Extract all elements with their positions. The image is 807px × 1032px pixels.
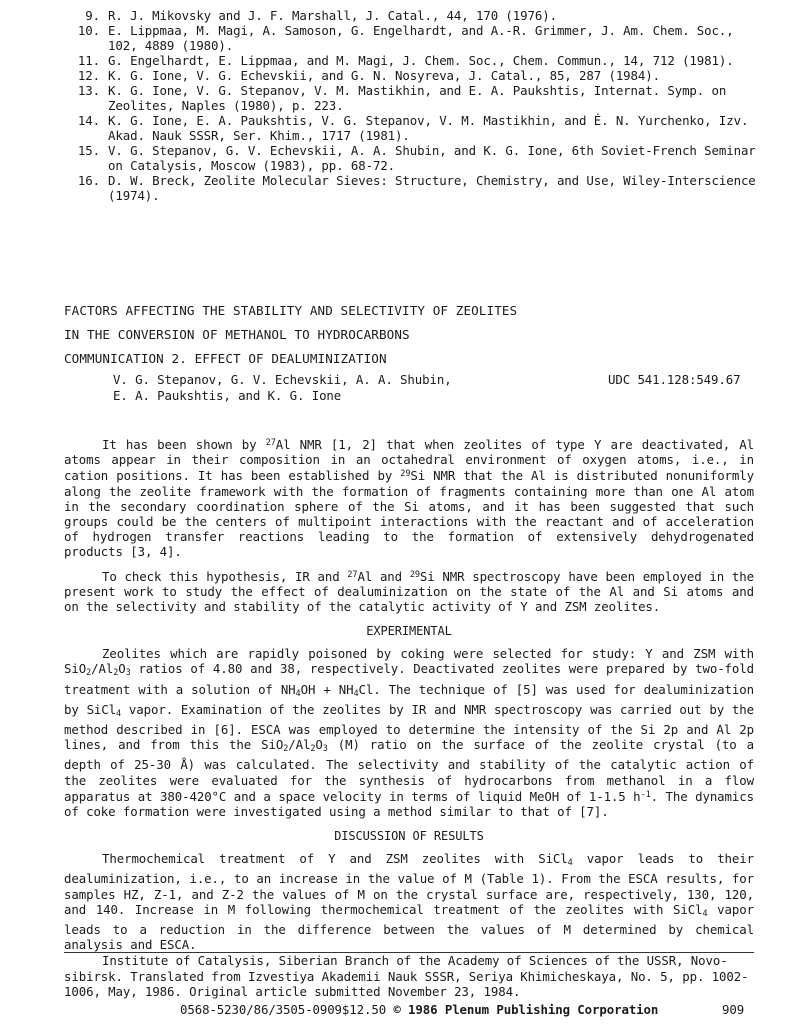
reference-item xyxy=(62,23,762,53)
reference-text: Zeolites, Naples (1980), p. 223. xyxy=(108,98,344,113)
page-footer xyxy=(180,1002,658,1017)
reference-item xyxy=(62,83,762,113)
reference-text: K. G. Ione, V. G. Stepanov, V. M. Mastikhin, and E. A. Paukshtis, Internat. Symp. on xyxy=(108,83,727,98)
affiliation-line: sibirsk. Translated from Izvestiya Akademii Nauk SSSR, Seriya Khimicheskaya, No. 5, pp. 1002- xyxy=(64,968,749,984)
authors-line: E. A. Paukshtis, and K. G. Ione xyxy=(113,388,342,403)
affiliation-footnote xyxy=(64,953,754,999)
reference-text: E. Lippmaa, M. Magi, A. Samoson, G. Engelhardt, and A.-R. Grimmer, J. Am. Chem. Soc., xyxy=(108,23,734,38)
reference-number: 11. xyxy=(77,53,100,68)
page-number: 909 xyxy=(722,1002,745,1017)
reference-text: on Catalysis, Moscow (1983), pp. 68-72. xyxy=(108,158,396,173)
discussion-paragraph: Thermochemical treatment of Y and ZSM zeolites with SiCl$_4$ vapor leads to their dealuminization, i.e., to an increase in the value of M (Table 1). From the ESCA results, for samples HZ, Z-1, and Z-2 the values of M on the crystal surface are, respectively, 130, 120, and 140. Increase in M following thermochemical treatment of the zeolites with SiCl$_4$ vapor leads to a reduction in the difference between the values of M determined by chemical analysis and ESCA. xyxy=(64,851,754,953)
reference-list xyxy=(62,8,762,203)
reference-text: R. J. Mikovsky and J. F. Marshall, J. Catal., 44, 170 (1976). xyxy=(108,8,557,23)
reference-number: 12. xyxy=(77,68,100,83)
reference-number: 9. xyxy=(85,8,100,23)
reference-text: K. G. Ione, E. A. Paukshtis, V. G. Stepanov, V. M. Mastikhin, and É. N. Yurchenko, Izv. xyxy=(108,113,749,128)
reference-number: 16. xyxy=(77,173,100,188)
reference-item xyxy=(62,143,762,173)
reference-text: G. Engelhardt, E. Lippmaa, and M. Magi, J. Chem. Soc., Chem. Commun., 14, 712 (1981). xyxy=(108,53,734,68)
article-title xyxy=(64,299,764,371)
affiliation-line: Institute of Catalysis, Siberian Branch of the Academy of Sciences of the USSR, Novo- xyxy=(102,953,728,969)
title-line: IN THE CONVERSION OF METHANOL TO HYDROCARBONS xyxy=(64,327,410,342)
article-body xyxy=(64,436,754,999)
hypothesis-paragraph: To check this hypothesis, IR and $^{27}$Al and $^{29}$Si NMR spectroscopy have been employed in the present work to study the effect of dealuminization on the state of the Al and Si atoms and on the selectivity and stability of the catalytic activity of Y and ZSM zeolites. xyxy=(64,568,754,615)
udc-code: UDC 541.128:549.67 xyxy=(608,372,741,387)
authors-line: V. G. Stepanov, G. V. Echevskii, A. A. Shubin, xyxy=(113,372,452,387)
reference-number: 13. xyxy=(77,83,100,98)
article-code: 0568-5230/86/3505-0909$12.50 xyxy=(180,1002,387,1017)
reference-number: 15. xyxy=(77,143,100,158)
reference-item xyxy=(62,53,762,68)
title-line: COMMUNICATION 2. EFFECT OF DEALUMINIZATION xyxy=(64,351,387,366)
reference-text: D. W. Breck, Zeolite Molecular Sieves: Structure, Chemistry, and Use, Wiley-Interscience xyxy=(108,173,756,188)
reference-text: K. G. Ione, V. G. Echevskii, and G. N. Nosyreva, J. Catal., 85, 287 (1984). xyxy=(108,68,660,83)
experimental-paragraph: Zeolites which are rapidly poisoned by coking were selected for study: Y and ZSM with $SiO_2/Al_2O_3$ ratios of 4.80 and 38, respectively. Deactivated zeolites were prepared by two-fold treatment with a solution of $NH_4OH + NH_4Cl$. The technique of [5] was used for dealuminization by SiCl$_4$ vapor. Examination of the zeolites by IR and NMR spectroscopy was carried out by the method described in [6]. ESCA was employed to determine the intensity of the Si 2p and Al 2p lines, and from this the $SiO_2/Al_2O_3$ (M) ratio on the surface of the zeolite crystal (to a depth of 25-30 Å) was calculated. The selectivity and stability of the catalytic action of the zeolites were evaluated for the synthesis of hydrocarbons from methanol in a flow apparatus at 380-420°C and a space velocity in terms of liquid MeOH of 1-1.5 $h^{-1}$. The dynamics of coke formation were investigated using a method similar to that of [7]. xyxy=(64,646,755,820)
title-line: FACTORS AFFECTING THE STABILITY AND SELECTIVITY OF ZEOLITES xyxy=(64,303,518,318)
reference-item xyxy=(62,113,762,143)
reference-text: V. G. Stepanov, G. V. Echevskii, A. A. Shubin, and K. G. Ione, 6th Soviet-French Seminar xyxy=(108,143,756,158)
intro-paragraph: It has been shown by $^{27}$Al NMR [1, 2] that when zeolites of type Y are deactivated, Al atoms appear in their composition in an octahedral environment of oxygen atoms, i.e., in cation positions. It has been established by $^{29}$Si NMR that the Al is distributed nonuniformly along the zeolite framework with the formation of fragments containing more than one Al atom in the secondary coordination sphere of the Si atoms, and it has been suggested that such groups could be the centers of multipoint interactions with the reactant and of acceleration of hydrogen transfer reactions leading to the formation of extensively dehydrogenated products [3, 4]. xyxy=(64,437,754,560)
reference-item xyxy=(62,8,762,23)
reference-number: 14. xyxy=(77,113,100,128)
reference-item xyxy=(62,173,762,203)
reference-item xyxy=(62,68,762,83)
reference-text: 102, 4889 (1980). xyxy=(108,38,234,53)
affiliation-line: 1006, May, 1986. Original article submitted November 23, 1984. xyxy=(64,983,521,999)
reference-text: (1974). xyxy=(108,188,160,203)
experimental-heading: EXPERIMENTAL xyxy=(366,624,452,639)
reference-number: 10. xyxy=(77,23,100,38)
reference-text: Akad. Nauk SSSR, Ser. Khim., 1717 (1981). xyxy=(108,128,410,143)
publisher: © 1986 Plenum Publishing Corporation xyxy=(393,1002,659,1017)
discussion-heading: DISCUSSION OF RESULTS xyxy=(334,829,484,844)
